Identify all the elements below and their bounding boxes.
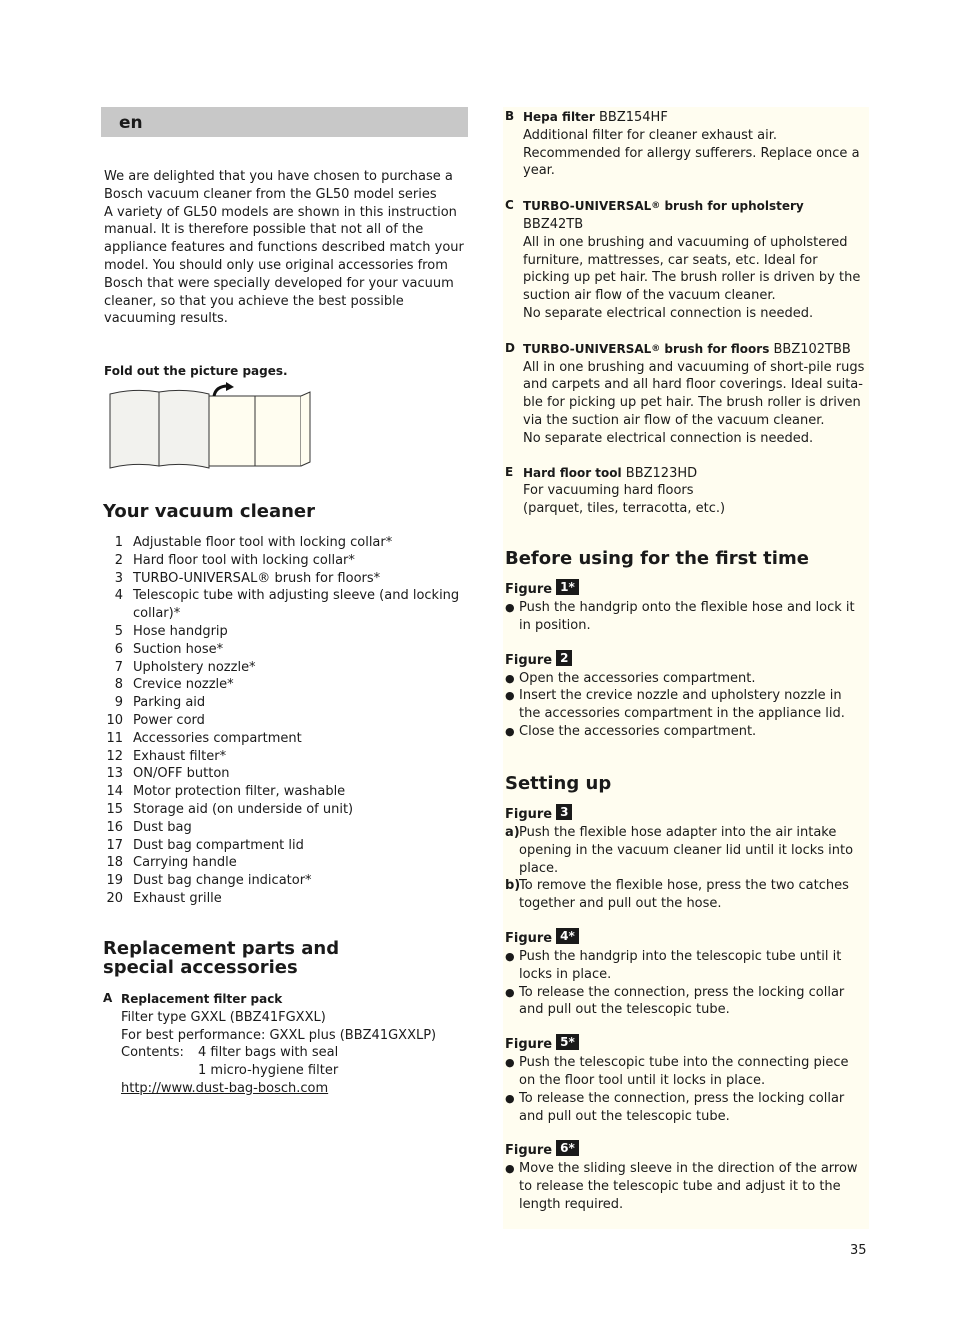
- figure-label: Figure: [505, 652, 553, 668]
- list-item-text: Dust bag compartment lid: [133, 837, 304, 853]
- accessory-letter: B: [505, 109, 515, 123]
- intro-paragraph-1: We are delighted that you have chosen to purchase a Bosch vacuum cleaner from the GL50 model series: [104, 169, 453, 202]
- list-item: [103, 659, 465, 677]
- list-item-number: 9: [114, 695, 123, 711]
- list-item-text: Telescopic tube with adjusting sleeve (and locking collar)*: [133, 588, 460, 622]
- figure-label: Figure: [505, 807, 553, 822]
- intro-section: [104, 168, 466, 328]
- section-title-setting-up: Setting up: [505, 773, 612, 794]
- list-item: [103, 534, 465, 552]
- accessory-d-title: TURBO-UNIVERSAL: [523, 341, 652, 356]
- accessory-letter: A: [103, 991, 113, 1005]
- list-item-number: 15: [106, 801, 123, 817]
- list-item: [103, 819, 465, 837]
- figure-5-heading: [505, 1036, 867, 1054]
- accessory-a-line-1: Filter type GXXL (BBZ41FGXXL): [121, 1009, 326, 1025]
- accessory-c-title-2: brush for upholstery: [664, 199, 804, 214]
- list-item: [103, 730, 465, 748]
- list-item-text: Parking aid: [133, 695, 206, 711]
- accessory-d-title-2: brush for floors: [664, 341, 770, 356]
- figure-label: Figure: [505, 1143, 553, 1159]
- figure-4-badge: 4*: [556, 928, 579, 944]
- accessory-letter: D: [505, 340, 515, 355]
- figure-4-heading: [505, 930, 867, 948]
- contents-label: Contents:: [121, 1045, 184, 1061]
- list-item-number: 10: [106, 712, 123, 728]
- intro-paragraph-2: A variety of GL50 models are shown in this instruction manual. It is therefore possible that not all of the appliance features and functions described match your model. You should only use original accessories from Bosch that were specially developed for your vacuum cleaner, so that you achieve the best possible vacuuming results.: [104, 204, 464, 327]
- list-item-number: 2: [114, 552, 123, 568]
- accessory-c-text: All in one brushing and vacuuming of upholstered furniture, mattresses, car seats, etc. Ideal for picking up pet hair. The brush roller is driven by the suction air flow of the vacuum cleaner.: [523, 234, 861, 304]
- section-title-replacement: Replacement parts and special accessories: [103, 938, 340, 978]
- figure-1-heading: [505, 581, 867, 599]
- list-item-number: 12: [106, 748, 123, 764]
- list-item-text: Crevice nozzle*: [133, 677, 234, 693]
- bullet-item: ● Insert the crevice nozzle and upholstery nozzle in the accessories compartment in the appliance lid.: [505, 688, 845, 722]
- list-item-text: Adjustable floor tool with locking collar*: [133, 535, 393, 550]
- accessory-e-code: BBZ123HD: [625, 465, 698, 481]
- list-item: [103, 837, 465, 855]
- fold-out-note: [104, 363, 466, 381]
- list-item-text: Exhaust filter*: [133, 748, 227, 764]
- list-item-text: Exhaust grille: [133, 890, 222, 906]
- accessory-c-title: TURBO-UNIVERSAL: [523, 199, 652, 214]
- page-number: 35: [850, 1243, 867, 1258]
- accessory-b-code: BBZ154HF: [599, 110, 668, 125]
- list-item-text: Motor protection filter, washable: [133, 784, 346, 800]
- list-item-text: Dust bag change indicator*: [133, 873, 312, 889]
- list-item: [103, 801, 465, 819]
- list-item-text: Dust bag: [133, 819, 192, 835]
- step-a: a) Push the flexible hose adapter into the air intake opening in the vacuum cleaner lid until it locks into place.: [505, 825, 854, 876]
- list-item-number: 19: [106, 873, 123, 889]
- list-item: [103, 570, 465, 588]
- bullet-item: ● Push the handgrip into the telescopic tube until it locks in place.: [505, 948, 842, 982]
- accessory-d-text-2: No separate electrical connection is needed.: [523, 430, 814, 446]
- figure-6-badge: 6*: [556, 1140, 579, 1156]
- first-time-section: [505, 549, 867, 741]
- list-item-number: 11: [106, 730, 123, 746]
- list-item-text: Hard floor tool with locking collar*: [133, 552, 355, 568]
- list-item-number: 4: [114, 588, 123, 604]
- list-item-number: 13: [106, 766, 123, 782]
- list-item-text: Hose handgrip: [133, 623, 228, 639]
- accessory-a-line-2: For best performance: GXXL plus (BBZ41GXXLP): [121, 1027, 437, 1043]
- figure-2-badge: 2: [556, 650, 572, 666]
- list-item-number: 8: [114, 677, 123, 693]
- contents-item-2: 1 micro-hygiene filter: [198, 1063, 339, 1079]
- figure-label: Figure: [505, 582, 553, 597]
- figure-label: Figure: [505, 1037, 553, 1053]
- accessory-d-text: All in one brushing and vacuuming of short-pile rugs and carpets and all hard floor coverings. Ideal suita-ble for picking up pet hair. The brush roller is driven via the suction air flow of the vacuum cleaner.: [523, 359, 865, 428]
- section-title-first-time: Before using for the first time: [505, 548, 809, 569]
- list-item: [103, 552, 465, 570]
- accessory-e-text-1: For vacuuming hard floors: [523, 483, 694, 499]
- registered-mark: ®: [651, 201, 661, 212]
- figure-6-heading: [505, 1142, 867, 1160]
- list-item-number: 6: [114, 641, 123, 657]
- accessory-c-code: BBZ42TB: [523, 216, 584, 232]
- accessory-d-code: BBZ102TBB: [773, 341, 851, 357]
- dust-bag-link[interactable]: http://www.dust-bag-bosch.com: [121, 1080, 329, 1096]
- list-item-number: 3: [114, 570, 123, 586]
- accessory-e-title: Hard floor tool: [523, 465, 622, 480]
- list-item-number: 18: [106, 855, 123, 871]
- list-item: [103, 623, 465, 641]
- accessories-section: [505, 109, 867, 518]
- list-item-text: Upholstery nozzle*: [133, 659, 256, 675]
- bullet-item: ● Push the handgrip onto the flexible hose and lock it in position.: [505, 600, 855, 633]
- list-item-text: TURBO-UNIVERSAL® brush for floors*: [133, 570, 381, 586]
- bullet-item: ● Close the accessories compartment.: [505, 723, 757, 739]
- fold-out-pages-illustration: [104, 382, 316, 472]
- contents-item-1: 4 filter bags with seal: [198, 1045, 339, 1061]
- bullet-item: ● To release the connection, press the locking collar and pull out the telescopic tube.: [505, 1090, 845, 1124]
- list-item-number: 16: [106, 819, 123, 835]
- accessory-b-text: Additional filter for cleaner exhaust air. Recommended for allergy sufferers. Replace once a year.: [523, 127, 860, 179]
- list-item-number: 1: [114, 535, 123, 550]
- figure-label: Figure: [505, 930, 553, 946]
- list-item-text: Suction hose*: [133, 641, 224, 657]
- list-item-text: ON/OFF button: [133, 766, 230, 782]
- list-item-number: 7: [114, 659, 123, 675]
- list-item-number: 14: [106, 784, 123, 800]
- fold-out-text: Fold out the picture pages.: [104, 364, 288, 378]
- parts-list: [103, 534, 465, 908]
- bullet-item: ● Move the sliding sleeve in the direction of the arrow to release the telescopic tube and adjust it to the length required.: [505, 1161, 858, 1212]
- bullet-item: ● Push the telescopic tube into the connecting piece on the floor tool until it locks in place.: [505, 1055, 849, 1088]
- list-item: [103, 748, 465, 766]
- list-item: [103, 783, 465, 801]
- list-item-number: 20: [106, 890, 123, 906]
- list-item: [103, 587, 465, 623]
- your-vacuum-cleaner-section: [103, 502, 465, 908]
- accessory-d: [505, 341, 867, 448]
- accessory-letter: E: [505, 464, 514, 479]
- figure-2-heading: [505, 652, 867, 670]
- registered-mark: ®: [651, 343, 661, 354]
- list-item-number: 5: [114, 623, 123, 639]
- list-item: [103, 890, 465, 908]
- accessory-letter: C: [505, 198, 514, 213]
- accessory-b-title: Hepa filter: [523, 110, 595, 124]
- language-code: en: [119, 113, 143, 133]
- accessory-c: [505, 198, 867, 323]
- list-item: [103, 712, 465, 730]
- accessory-a: [103, 991, 465, 1098]
- list-item-text: Carrying handle: [133, 855, 237, 871]
- language-header-bar: [101, 107, 468, 137]
- list-item: [103, 676, 465, 694]
- list-item-number: 17: [106, 837, 123, 853]
- figure-3-badge: 3: [556, 804, 572, 820]
- list-item-text: Accessories compartment: [133, 730, 302, 746]
- figure-1-badge: 1*: [556, 579, 579, 595]
- bullet-item: ● Open the accessories compartment.: [505, 670, 756, 686]
- bullet-item: ● To release the connection, press the locking collar and pull out the telescopic tube.: [505, 984, 845, 1018]
- figure-5-badge: 5*: [556, 1034, 579, 1050]
- accessory-b: [505, 109, 867, 180]
- section-title-your-vacuum-cleaner: Your vacuum cleaner: [103, 501, 316, 522]
- accessory-a-title: Replacement filter pack: [121, 992, 283, 1006]
- list-item: [103, 854, 465, 872]
- accessory-e-text-2: (parquet, tiles, terracotta, etc.): [523, 501, 726, 517]
- list-item-text: Storage aid (on underside of unit): [133, 801, 354, 817]
- accessory-e: [505, 465, 867, 518]
- replacement-section: [103, 939, 465, 1098]
- step-b: b) To remove the flexible hose, press the two catches together and pull out the hose.: [505, 878, 849, 912]
- accessory-c-text-2: No separate electrical connection is needed.: [523, 305, 814, 321]
- list-item: [103, 694, 465, 712]
- list-item: [103, 641, 465, 659]
- list-item-text: Power cord: [133, 712, 205, 728]
- figure-3-heading: [505, 806, 867, 824]
- list-item: [103, 765, 465, 783]
- setting-up-section: [505, 774, 867, 1214]
- list-item: [103, 872, 465, 890]
